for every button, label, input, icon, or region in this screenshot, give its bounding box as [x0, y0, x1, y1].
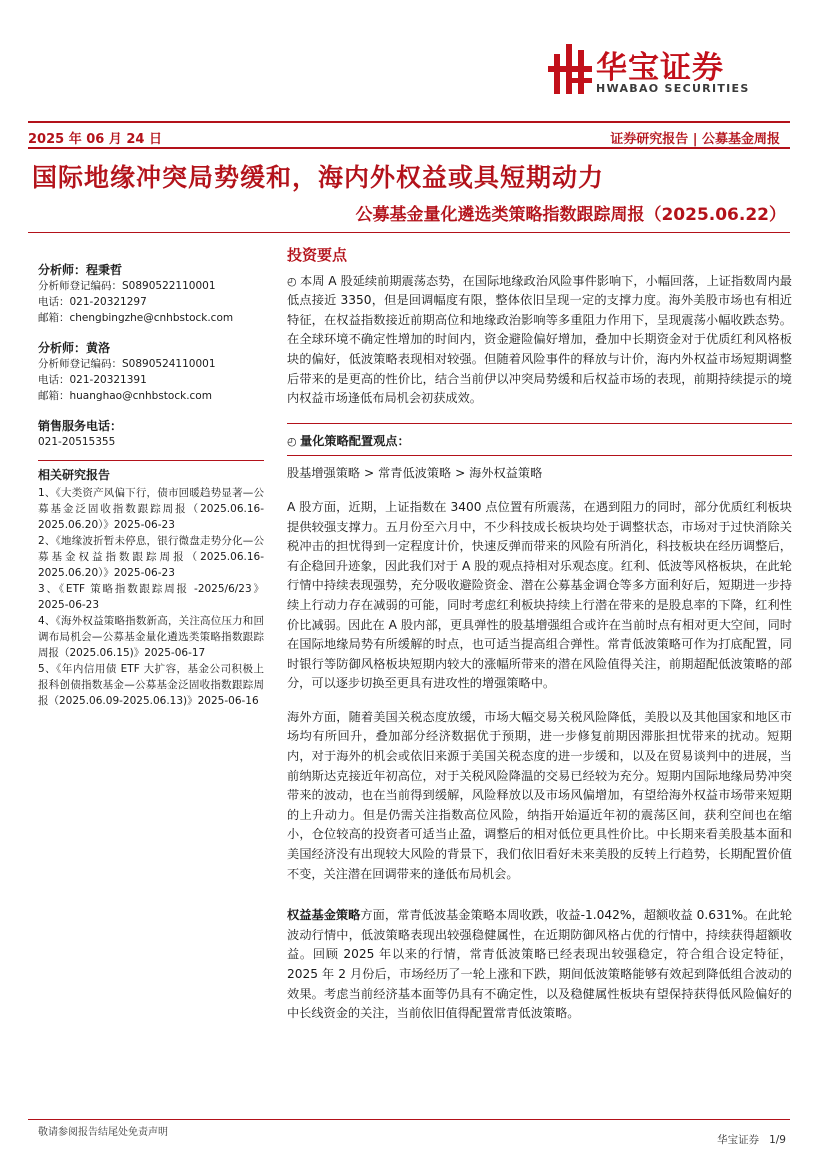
- sales-label: 销售服务电话：: [38, 419, 123, 433]
- strategy-head-text: 量化策略配置观点：: [300, 433, 410, 448]
- analyst-cert: 分析师登记编码：S0890524110001: [38, 358, 216, 370]
- analyst-phone: 电话：021-20321297: [38, 296, 147, 308]
- analyst-name: 分析师：程秉哲: [38, 263, 123, 277]
- equity-fund-paragraph: [287, 906, 792, 1024]
- clock-bullet-icon: ◴: [287, 274, 297, 288]
- left-sidebar: [38, 262, 264, 709]
- report-date: 2025 年 06 月 24 日: [28, 132, 162, 147]
- section-divider: [287, 455, 792, 456]
- analyst-phone: 电话：021-20321391: [38, 374, 147, 386]
- related-report-item[interactable]: 5、《年内信用债 ETF 大扩容，基金公司积极上报科创债指数基金—公募基金泛固收指数跟踪周报（2025.06.09-2025.06.13)》2025-06-16: [38, 663, 264, 707]
- a-share-paragraph: A 股方面，近期，上证指数在 3400 点位置有所震荡，在遇到阻力的同时，部分优质红利板块提供较强支撑力。五月份至六月中，不少科技成长板块均处于调整状态，市场对于过快消除关税冲击的担忧得到一定程度计价，快速反弹而带来的风险有所消化，科技板块在经历调整后，有企稳回升迹象，因此我们对于 A 股的观点持相对乐观态度。红利、低波等风格板块，在此轮行情中持续表现强势，充分吸收避险资金、潜在公募基金调仓等多方面利好后，短期进一步持续上行动力存在减弱的可能，同时考虑红利板块持续上行潜在带来的是股息率的下降，红利性价比减弱。因此在 A 股内部，更具弹性的股基增强组合或许在当前时点有相对更大空间，同时在国际地缘局势有所缓解的时点，也可适当提高组合弹性。常青低波策略可作为打底配置，同时银行等防御风格板块短期内较大的涨幅所带来的潜在风险值得关注，前期超配低波策略的部分，可以逐步切换至更具有进攻性的增强策略中。: [287, 499, 792, 691]
- footer-rule: [28, 1119, 790, 1120]
- clock-bullet-icon: ◴: [287, 434, 297, 448]
- related-report-item[interactable]: 2、《地缘波折暂未停息，银行微盘走势分化—公募基金权益指数跟踪周报（2025.06.16-2025.06.20）》2025-06-23: [38, 535, 264, 579]
- section-divider: [287, 423, 792, 424]
- overseas-paragraph: 海外方面，随着美国关税态度放缓，市场大幅交易关税风险降低，美股以及其他国家和地区市场均有所回升，叠加部分经济数据优于预期，进一步修复前期因滞胀担忧带来的扰动。短期内，对于海外的机会或依旧来源于美国关税态度的进一步缓和，以及在贸易谈判中的进展，当前纳斯达克接近年初高位，对于关税风险降温的交易已经较为充分。短期内国际地缘局势冲突带来的波动，也在当前得到缓解，风险释放以及市场风偏增加，有望给海外权益市场带来短期的上升动力。但是仍需关注指数高位风险，纳指开始逼近年初的震荡区间，获利空间也在缩小，仓位较高的投资者可适当止盈，调整后的相对低位更具性价比。中长期来看美股基本面和美国经济没有出现较大风险的背景下，我们依旧看好未来美股的反转上行趋势，长期配置价值不变，关注潜在回调带来的逢低布局机会。: [287, 709, 792, 881]
- summary-text: 本周 A 股延续前期震荡态势，在国际地缘政治风险事件影响下，小幅回落，上证指数周内最低点接近 3350，但是回调幅度有限，整体依旧呈现一定的支撑力度。海外美股市场也有相近特征，在权益指数接近前期高位和地缘政治影响等多重阻力作用下，呈现震荡小幅收跌态势。在全球环境不确定性增加的时间内，资金避险偏好增加，叠加中长期资金对于优质红利风格板块的偏好，低波策略表现相对较强。但随着风险事件的释放与计价，海内外权益市场短期调整后带来的是更高的性价比，结合当前伊以冲突局势缓和后权益市场的表现，前期持续提示的境内权益市场逢低布局机会初获成效。: [287, 273, 792, 406]
- footer-disclaimer: 敬请参阅报告结尾处免责声明: [38, 1127, 168, 1138]
- analyst-name: 分析师：黄洛: [38, 341, 111, 355]
- report-type: 证券研究报告 | 公募基金周报: [610, 132, 780, 147]
- related-report-item[interactable]: 3、《ETF 策略指数跟踪周报 -2025/6/23》2025-06-23: [38, 583, 264, 611]
- logo-text-en: HWABAO SECURITIES: [596, 82, 750, 95]
- logo-text-cn: 华宝证券: [596, 50, 724, 86]
- page-title: 国际地缘冲突局势缓和，海内外权益或具短期动力: [32, 163, 605, 192]
- summary-paragraph: [287, 272, 792, 409]
- strategy-ranking: 股基增强策略 > 常青低波策略 > 海外权益策略: [287, 466, 543, 481]
- equity-fund-head: 权益基金策略: [287, 908, 361, 923]
- analyst-email: 邮箱：huanghao@cnhbstock.com: [38, 390, 212, 402]
- page-number: 1/9: [769, 1134, 786, 1146]
- equity-fund-text: 方面，常青低波基金策略本周收跌，收益-1.042%，超额收益 0.631%。在此轮波动行情中，低波策略表现出较强稳健属性，在近期防御风格占优的行情中，持续获得超额收益。回顾 2025 年以来的行情，常青低波策略已经表现出较强稳定，符合组合设定特征，2025 年 2 月份后，市场经历了一轮上涨和下跌，期间低波策略能够有效起到降低组合波动的效果。考虑当前经济基本面等仍具有不确定性，以及稳健属性板块有望保持获得低风险偏好的中长线资金的关注，当前依旧值得配置常青低波策略。: [287, 908, 793, 1021]
- related-report-item[interactable]: 4、《海外权益策略指数新高，关注高位压力和回调布局机会—公募基金量化遴选类策略指数跟踪周报（2025.06.15)》2025-06-17: [38, 615, 264, 659]
- section-title: 投资要点: [287, 246, 348, 264]
- analyst-cert: 分析师登记编码：S0890522110001: [38, 280, 216, 292]
- footer-page: [717, 1132, 786, 1147]
- footer-brand: 华宝证券: [717, 1134, 760, 1146]
- related-report-item[interactable]: 1、《大类资产风偏下行，债市回暖趋势显著—公募基金泛固收指数跟踪周报（2025.06.16-2025.06.20）》2025-06-23: [38, 487, 264, 531]
- strategy-head: [287, 432, 792, 452]
- company-logo: [548, 40, 783, 100]
- page-subtitle: 公募基金量化遴选类策略指数跟踪周报（2025.06.22）: [355, 205, 786, 225]
- sales-contact: [38, 418, 264, 450]
- related-reports: [38, 460, 264, 709]
- main-content: [287, 246, 792, 1038]
- analyst-email: 邮箱：chengbingzhe@cnhbstock.com: [38, 312, 234, 324]
- title-rule: [28, 232, 790, 233]
- related-reports-title: 相关研究报告: [38, 460, 264, 483]
- logo-mark-icon: [548, 40, 596, 98]
- analyst-card: [38, 262, 264, 326]
- analyst-card: [38, 340, 264, 404]
- header-bottom-rule: [28, 147, 790, 149]
- header-top-rule: [28, 121, 790, 123]
- sales-phone: 021-20515355: [38, 436, 116, 448]
